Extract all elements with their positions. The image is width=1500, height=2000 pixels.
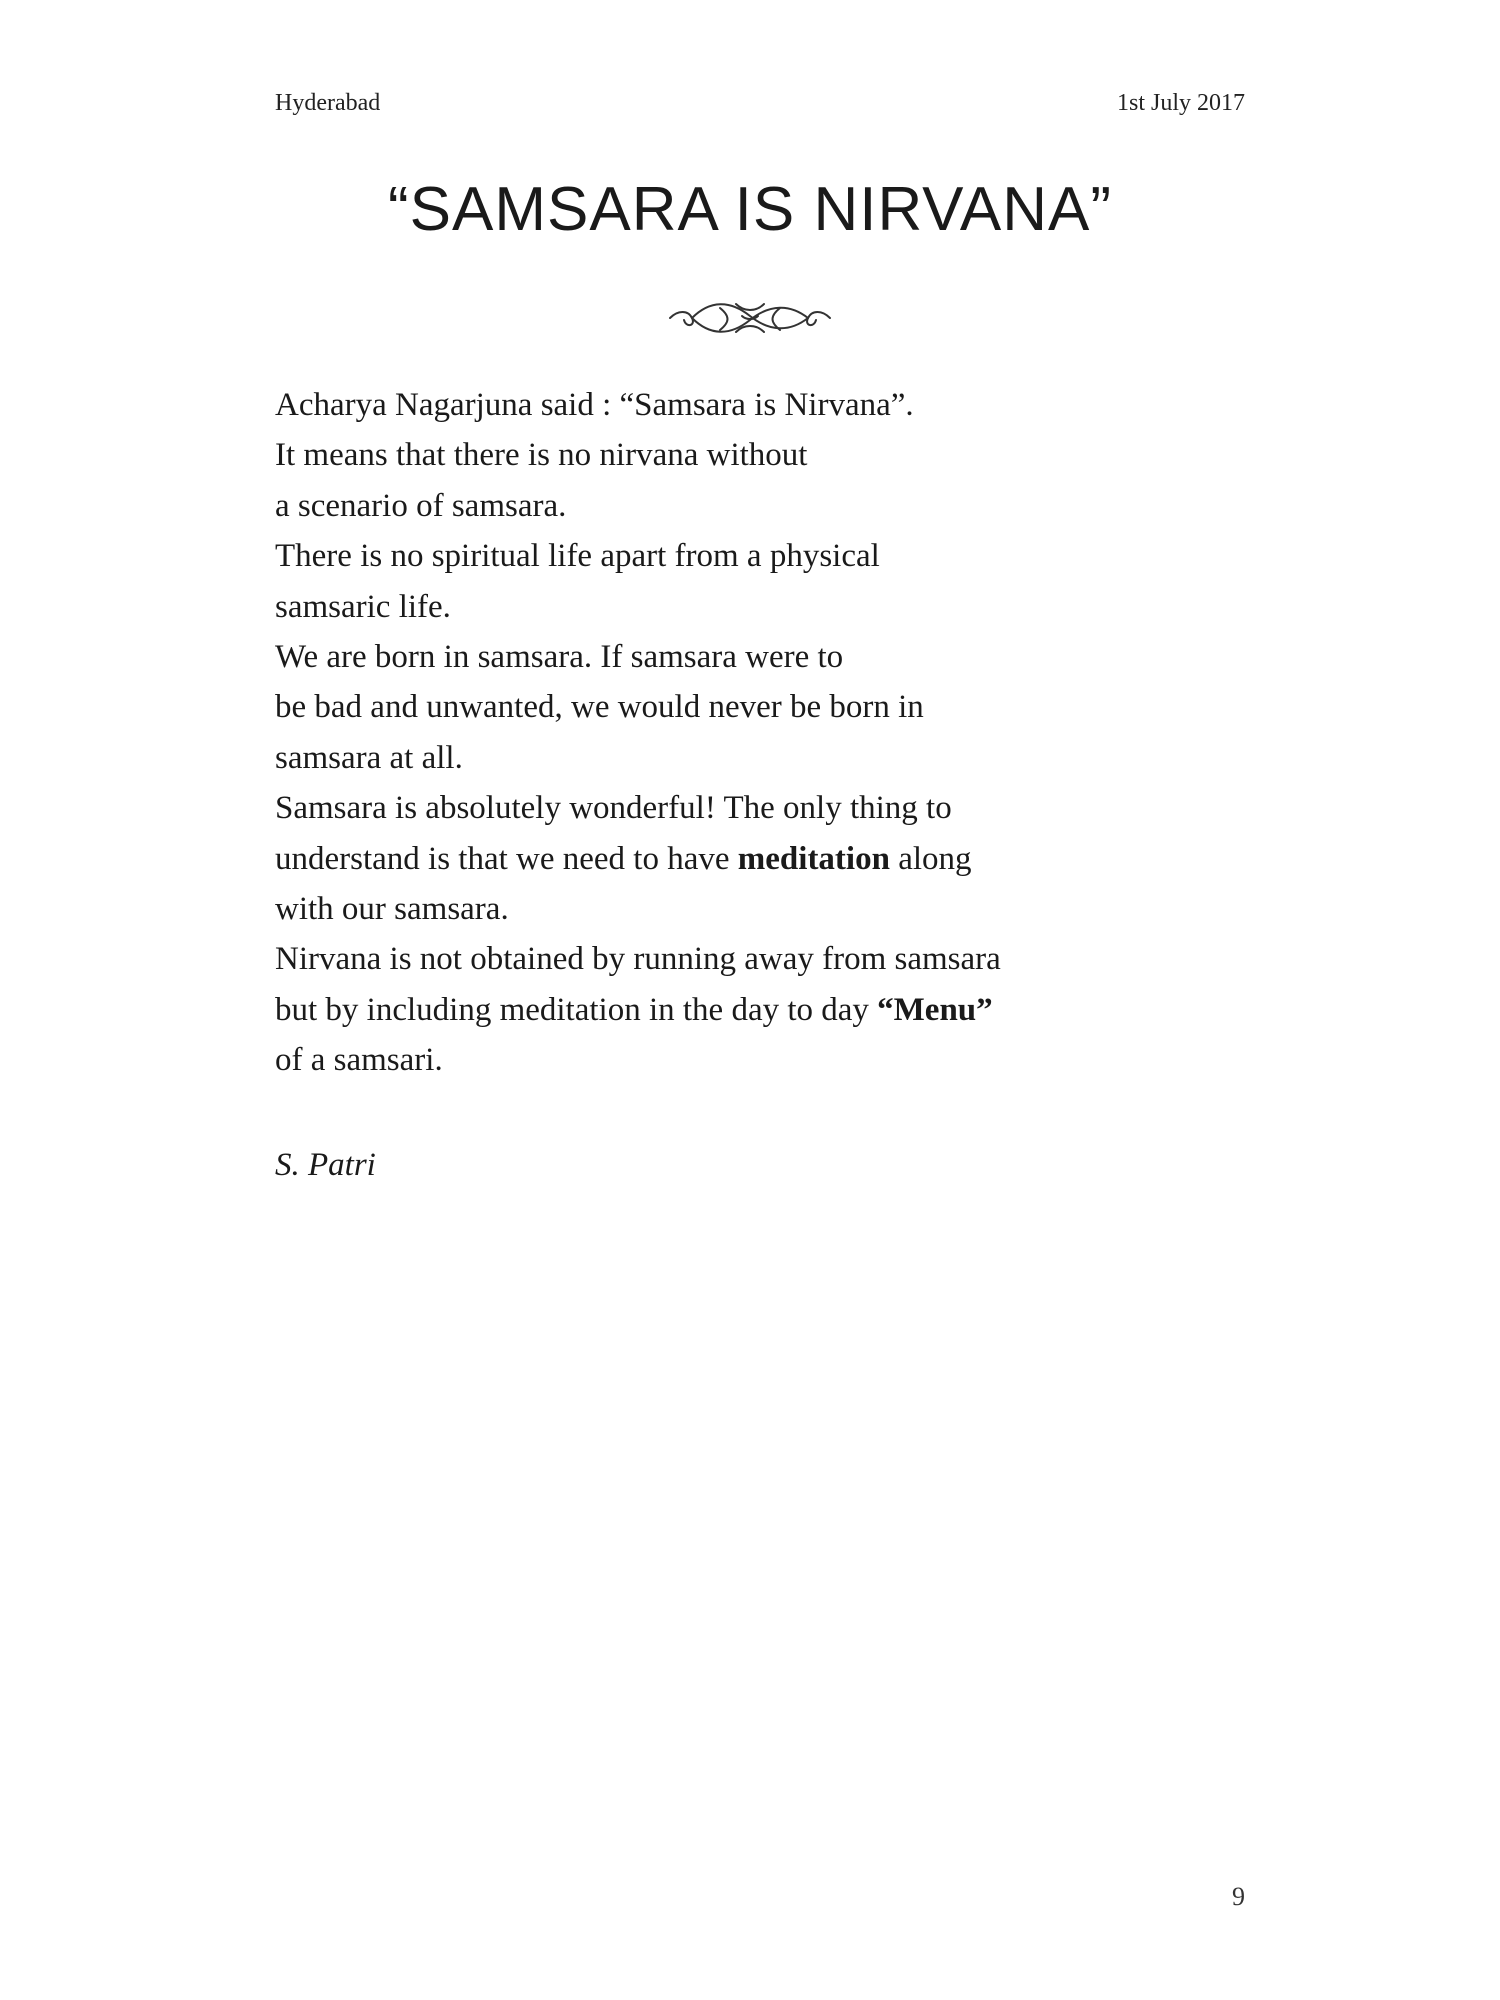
body-line: a scenario of samsara.	[275, 487, 567, 524]
body-line-meditation	[275, 834, 1235, 884]
body-text-segment: understand is that we need to have	[275, 840, 738, 877]
flourish-ornament-icon	[660, 286, 840, 346]
body-line: Nirvana is not obtained by running away from samsara	[275, 941, 1001, 978]
body-line: We are born in samsara. If samsara were to	[275, 639, 844, 676]
header-date: 1st July 2017	[1116, 90, 1245, 116]
header-location: Hyderabad	[275, 90, 381, 116]
body-line: Samsara is absolutely wonderful! The only thing to	[275, 790, 952, 827]
body-line: Acharya Nagarjuna said : “Samsara is Nirvana”.	[275, 387, 914, 423]
body-line: with our samsara.	[275, 891, 509, 928]
body-text-segment: along	[889, 840, 972, 877]
body-line: of a samsari.	[275, 1042, 443, 1079]
body-line: It means that there is no nirvana without	[275, 437, 808, 474]
body-line: There is no spiritual life apart from a physical	[275, 538, 880, 575]
body-text-segment: but by including meditation in the day to day	[275, 991, 878, 1028]
author-signature: S. Patri	[275, 1147, 376, 1183]
body-line: samsaric life.	[275, 588, 451, 625]
body-line: samsara at all.	[275, 739, 463, 776]
bold-term-meditation: meditation	[737, 840, 890, 877]
body-line-menu	[275, 985, 1235, 1035]
page-number: 9	[1232, 1882, 1245, 1911]
bold-term-menu: “Menu”	[877, 991, 993, 1028]
body-line: be bad and unwanted, we would never be born in	[275, 689, 924, 726]
page-title: “SAMSARA IS NIRVANA”	[388, 175, 1112, 244]
body-text	[275, 380, 1235, 1086]
